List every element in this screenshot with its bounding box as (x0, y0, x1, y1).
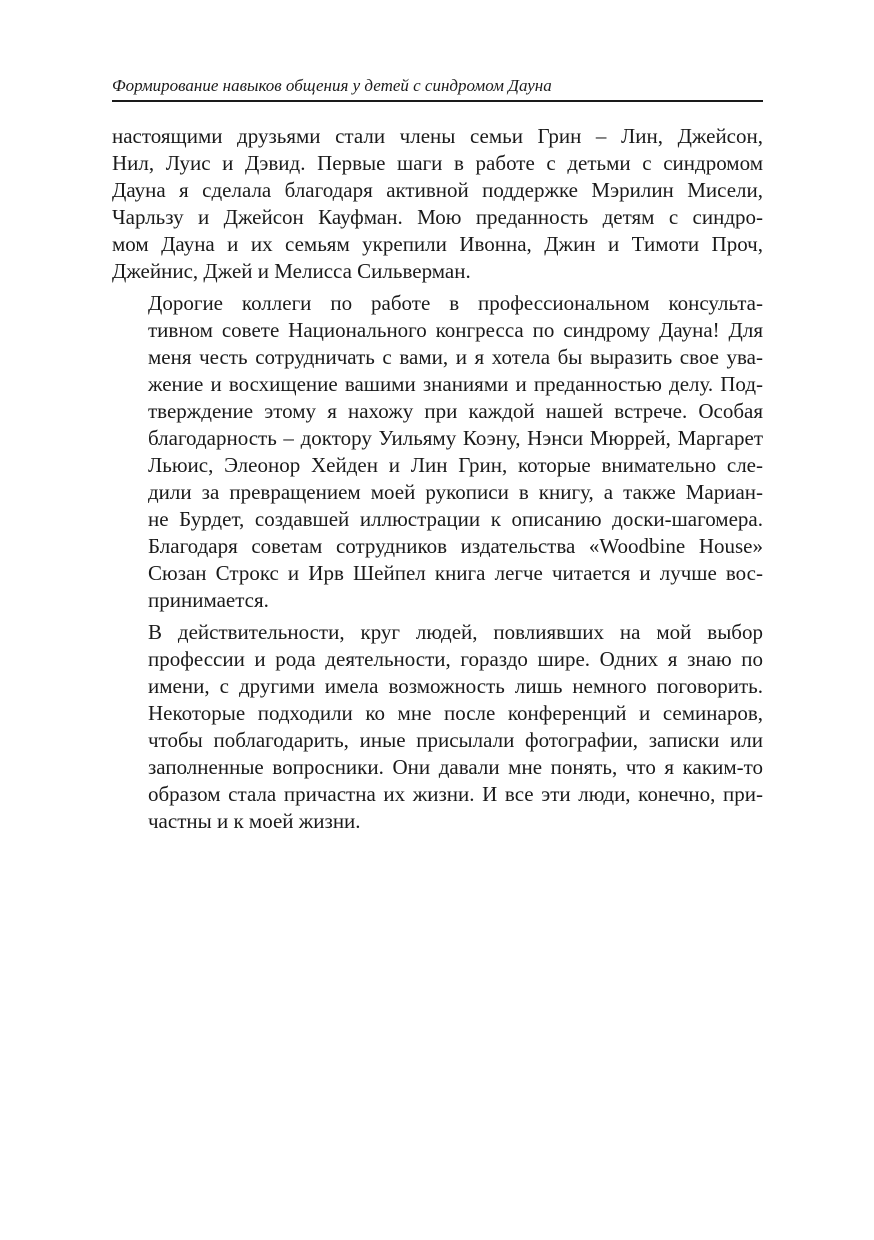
text-line: Дауна я сделала благодаря активной поддержке Мэрилин Мисели, (112, 178, 763, 202)
paragraph-1 (112, 123, 763, 285)
text-line: Сюзан Строкс и Ирв Шейпел книга легче читается и лучше вос- (148, 561, 763, 585)
text-line: меня честь сотрудничать с вами, и я хотела бы выразить свое ува- (148, 345, 763, 369)
text-line: Благодаря советам сотрудников издательства «Woodbine House» (148, 534, 763, 558)
paragraph-3 (112, 619, 763, 835)
text-line: Чарльзу и Джейсон Кауфман. Мою преданность детям с синдро- (112, 205, 763, 229)
text-line: принимается. (148, 588, 269, 612)
text-line: настоящими друзьями стали члены семьи Грин – Лин, Джейсон, (112, 124, 763, 148)
body-text (112, 123, 763, 840)
text-line: частны и к моей жизни. (148, 809, 361, 833)
text-line: Нил, Луис и Дэвид. Первые шаги в работе с детьми с синдромом (112, 151, 763, 175)
text-line: профессии и рода деятельности, гораздо шире. Одних я знаю по (148, 647, 763, 671)
text-line: имени, с другими имела возможность лишь немного поговорить. (148, 674, 763, 698)
text-line: Джейнис, Джей и Мелисса Сильверман. (112, 259, 471, 283)
text-line: мом Дауна и их семьям укрепили Ивонна, Джин и Тимоти Проч, (112, 232, 763, 256)
text-line: образом стала причастна их жизни. И все эти люди, конечно, при- (148, 782, 763, 806)
running-title: Формирование навыков общения у детей с синдромом Дауна (112, 76, 552, 95)
running-header (112, 75, 763, 102)
text-line: чтобы поблагодарить, иные присылали фотографии, записки или (148, 728, 763, 752)
text-line: не Бурдет, создавшей иллюстрации к описанию доски-шагомера. (148, 507, 763, 531)
text-line: Некоторые подходили ко мне после конференций и семинаров, (148, 701, 763, 725)
text-line: тверждение этому я нахожу при каждой нашей встрече. Особая (148, 399, 763, 423)
text-line: Дорогие коллеги по работе в профессиональном консульта- (148, 291, 763, 315)
text-line: заполненные вопросники. Они давали мне понять, что я каким-то (148, 755, 763, 779)
text-line: благодарность – доктору Уильяму Коэну, Нэнси Мюррей, Маргарет (148, 426, 763, 450)
paragraph-2 (112, 290, 763, 614)
text-line: В действительности, круг людей, повлиявших на мой выбор (148, 620, 763, 644)
text-line: дили за превращением моей рукописи в книгу, а также Мариан- (148, 480, 763, 504)
text-line: тивном совете Национального конгресса по синдрому Дауна! Для (148, 318, 763, 342)
text-line: Льюис, Элеонор Хейден и Лин Грин, которые внимательно сле- (148, 453, 763, 477)
text-line: жение и восхищение вашими знаниями и преданностью делу. Под- (148, 372, 763, 396)
